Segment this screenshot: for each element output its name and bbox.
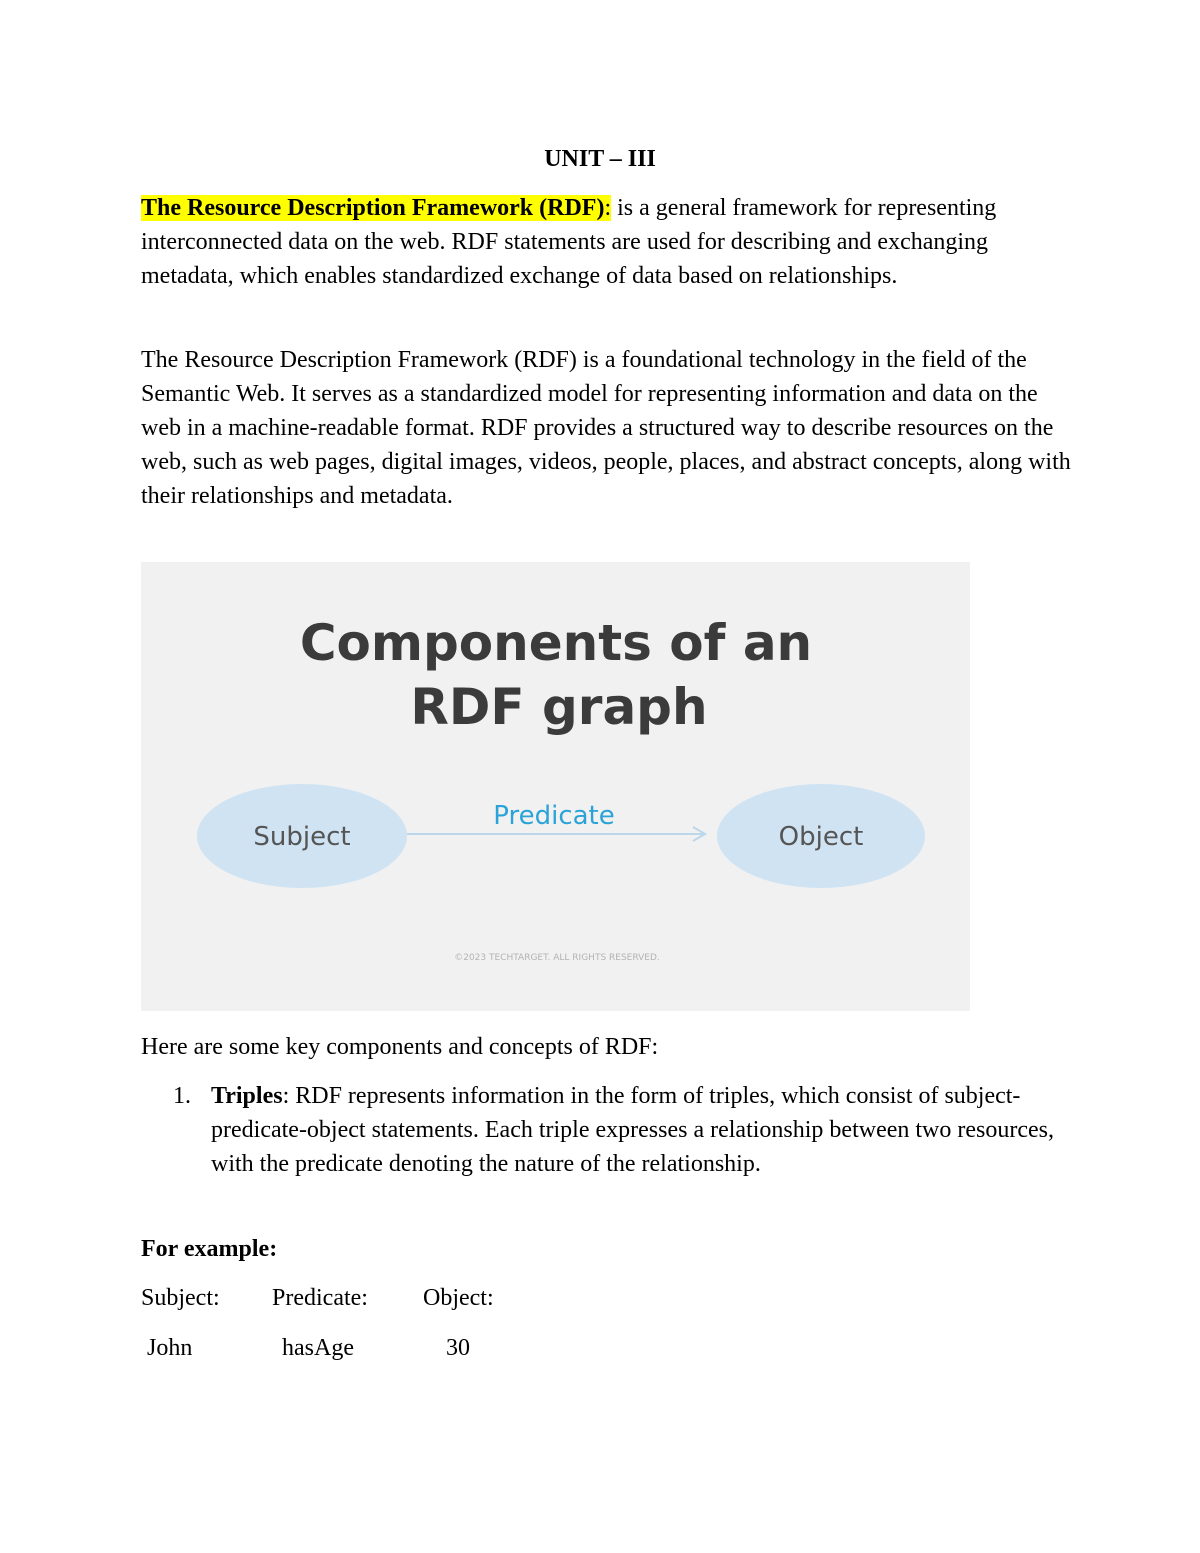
example-value-subject: John — [147, 1335, 193, 1361]
rdf-overview-paragraph: The Resource Description Framework (RDF) is a foundational technology in the field of the Semantic Web. It serves as a standardized model for representing information and data on the web in a machine-readable format. RDF provides a structured way to describe resources on the web, such as web pages, digital images, videos, people, places, and abstract concepts, along with their relationships and metadata. — [141, 347, 1071, 509]
subject-label: Subject — [253, 822, 351, 852]
list-term: Triples — [211, 1083, 283, 1109]
example-header-subject: Subject: — [141, 1285, 220, 1311]
example-header-object: Object: — [423, 1285, 494, 1311]
page-title: UNIT – III — [544, 146, 656, 172]
object-label: Object — [778, 822, 864, 852]
intro-paragraph — [141, 191, 1071, 293]
rdf-graph-figure — [141, 562, 970, 1011]
example-value-object: 30 — [446, 1335, 470, 1361]
highlighted-term: The Resource Description Framework (RDF) — [141, 195, 605, 221]
example-label: For example: — [141, 1236, 278, 1262]
figure-title-line2: RDF graph — [410, 678, 708, 736]
list-number: 1. — [173, 1083, 191, 1109]
highlighted-colon: : — [604, 195, 612, 221]
example-header-predicate: Predicate: — [272, 1285, 368, 1311]
list-item — [141, 1079, 1071, 1181]
figure-footer: ©2023 TECHTARGET. ALL RIGHTS RESERVED. — [454, 953, 660, 963]
intro-text: is a general framework for representing interconnected data on the web. RDF statements are used for describing and exchanging metadata, which enables standardized exchange of data based on relationships. — [141, 195, 997, 289]
figure-title-line1: Components of an — [299, 614, 813, 672]
predicate-label: Predicate — [493, 801, 615, 831]
list-intro: Here are some key components and concepts of RDF: — [141, 1034, 659, 1060]
rdf-graph-diagram — [141, 562, 970, 1011]
list-text: : RDF represents information in the form of triples, which consist of subject-predicate-object statements. Each triple expresses a relationship between two resources, with the predicate denoting the nature of the relationship. — [211, 1083, 1054, 1177]
example-value-predicate: hasAge — [282, 1335, 354, 1361]
